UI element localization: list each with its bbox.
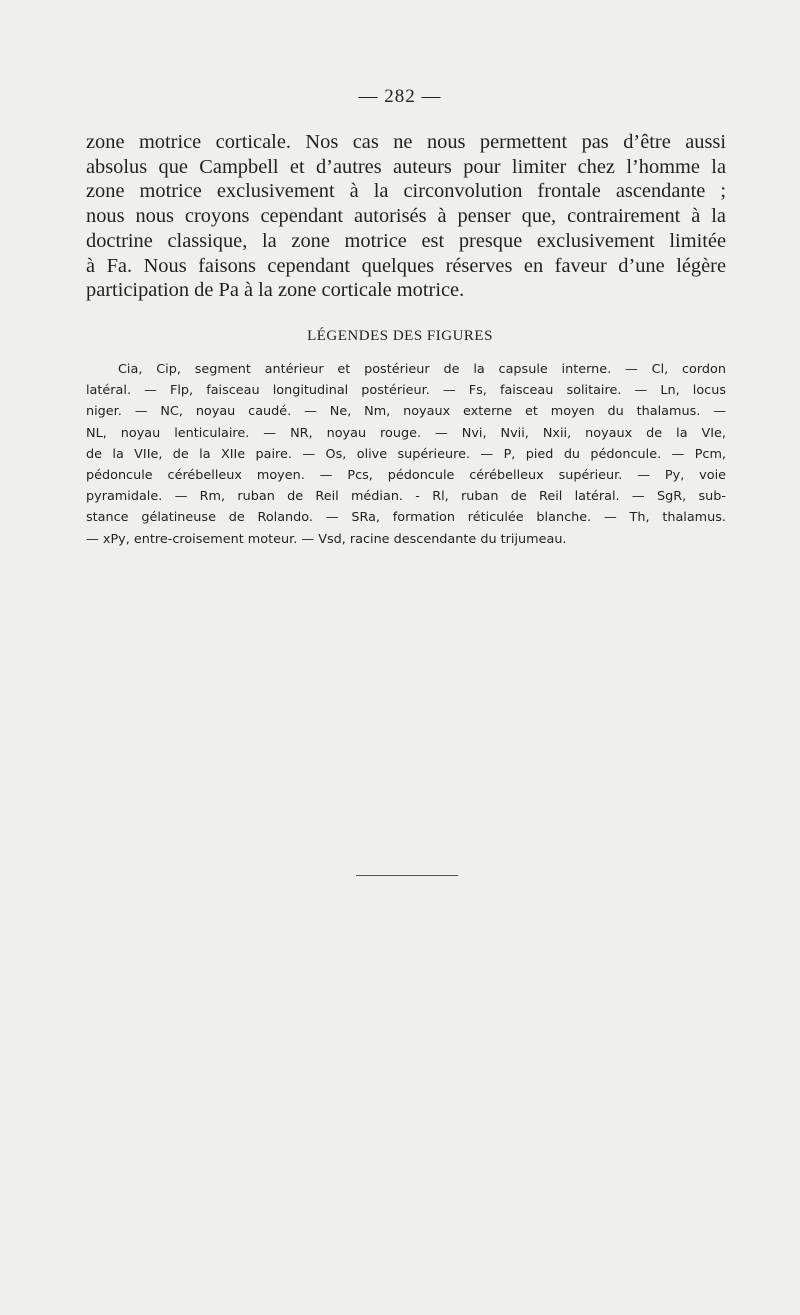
legend-line: NL, noyau lenticulaire. — NR, noyau rouge. — Nvi, Nvii, Nxii, noyaux de la VIe,: [86, 425, 726, 441]
legend-line: latéral. — Flp, faisceau longitudinal postérieur. — Fs, faisceau solitaire. — Ln, locus: [86, 383, 726, 399]
legend-line: niger. — NC, noyau caudé. — Ne, Nm, noyaux externe et moyen du thalamus. —: [86, 404, 726, 420]
body-line: doctrine classique, la zone motrice est presque exclusivement limitée: [86, 229, 726, 252]
legend-line: stance gélatineuse de Rolando. — SRa, formation réticulée blanche. — Th, thalamus.: [86, 510, 726, 526]
body-paragraph: [86, 130, 726, 303]
body-line: zone motrice corticale. Nos cas ne nous permettent pas d’être aussi: [86, 131, 726, 153]
end-rule: [356, 875, 458, 876]
body-line: participation de Pa à la zone corticale motrice.: [86, 279, 465, 302]
page-number: — 282 —: [358, 86, 442, 107]
legend-title: LÉGENDES DES FIGURES: [307, 328, 493, 344]
legend-line: pédoncule cérébelleux moyen. — Pcs, pédoncule cérébelleux supérieur. — Py, voie: [86, 468, 726, 484]
figure-legend: [86, 359, 726, 550]
legend-line: pyramidale. — Rm, ruban de Reil médian. - Rl, ruban de Reil latéral. — SgR, sub-: [86, 489, 726, 505]
body-line: zone motrice exclusivement à la circonvolution frontale ascendante ;: [86, 180, 726, 203]
body-line: à Fa. Nous faisons cependant quelques réserves en faveur d’une légère: [86, 254, 726, 277]
legend-line: Cia, Cip, segment antérieur et postérieur de la capsule interne. — Cl, cordon: [118, 362, 726, 377]
legend-line: — xPy, entre-croisement moteur. — Vsd, racine descendante du trijumeau.: [86, 531, 567, 547]
body-line: nous nous croyons cependant autorisés à penser que, contrairement à la: [86, 205, 726, 228]
body-line: absolus que Campbell et d’autres auteurs pour limiter chez l’homme la: [86, 155, 726, 178]
legend-line: de la VIIe, de la XIIe paire. — Os, olive supérieure. — P, pied du pédoncule. — Pcm,: [86, 446, 726, 462]
